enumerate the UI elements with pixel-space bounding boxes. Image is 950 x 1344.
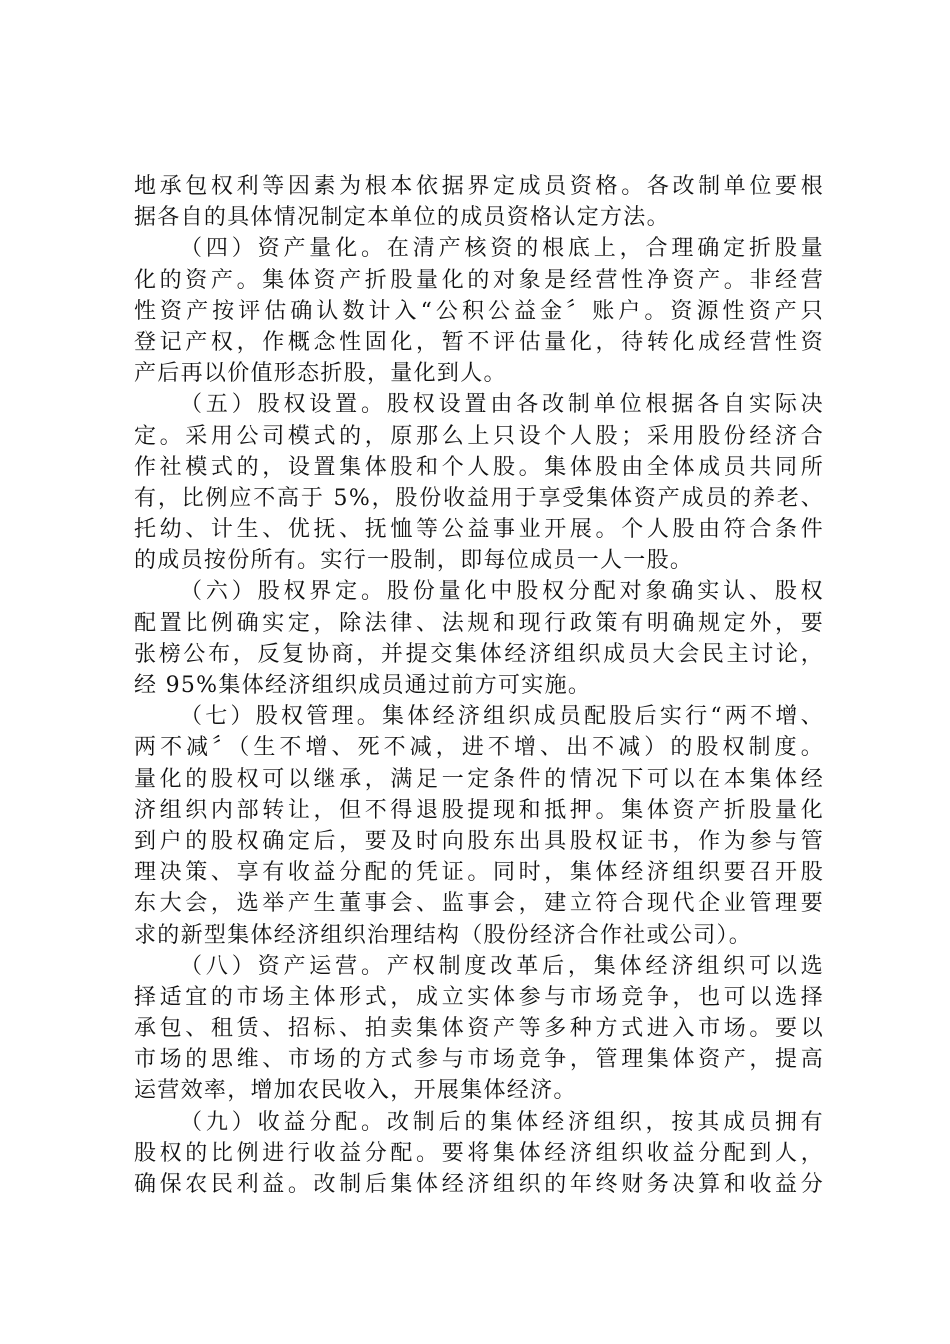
text-line: 化的资产。集体资产折股量化的对象是经营性净资产。非经营 (134, 267, 824, 293)
paragraph-equity-management (134, 701, 824, 951)
text-line: 确保农民利益。改制后集体经济组织的年终财务决算和收益分 (134, 1172, 824, 1197)
text-line: （七）股权管理。集体经济组织成员配股后实行“两不增、 (180, 704, 824, 730)
text-line: 经 95%集体经济组织成员通过前方可实施。 (134, 673, 592, 698)
text-line: 量化的股权可以继承，满足一定条件的情况下可以在本集体经 (134, 766, 824, 792)
text-line: 东大会，选举产生董事会、监事会，建立符合现代企业管理要 (134, 891, 824, 917)
text-line: 托幼、计生、优抚、抚恤等公益事业开展。个人股由符合条件 (134, 517, 824, 543)
text-line: （五）股权设置。股权设置由各改制单位根据各自实际决 (180, 392, 824, 418)
text-line: （九）收益分配。改制后的集体经济组织，按其成员拥有 (180, 1109, 824, 1135)
text-line: 求的新型集体经济组织治理结构（股份经济合作社或公司）。 (134, 922, 753, 948)
text-line: 张榜公布，反复协商，并提交集体经济组织成员大会民主讨论， (134, 641, 824, 667)
paragraph-continuation (134, 171, 824, 233)
paragraph-asset-quantification (134, 233, 824, 389)
paragraph-equity-definition (134, 576, 824, 701)
text-line: 两不减〞（生不增、死不减，进不增、出不减）的股权制度。 (134, 735, 824, 761)
text-line: 性资产按评估确认数计入“公积公益金〞账户。资源性资产只 (134, 298, 824, 324)
text-line: 运营效率，增加农民收入，开展集体经济。 (134, 1078, 577, 1104)
paragraph-equity-setup (134, 389, 824, 576)
text-line: 据各自的具体情况制定本单位的成员资格认定方法。 (134, 205, 670, 231)
text-line: 的成员按份所有。实行一股制，即每位成员一人一股。 (134, 548, 694, 574)
paragraph-income-distribution (134, 1107, 824, 1201)
text-line: 地承包权利等因素为根本依据界定成员资格。各改制单位要根 (134, 174, 824, 199)
text-line: 产后再以价值形态折股，量化到人。 (134, 361, 507, 387)
text-line: （六）股权界定。股份量化中股权分配对象确实认、股权 (180, 579, 824, 605)
text-line: 承包、租赁、招标、拍卖集体资产等多种方式进入市场。要以 (134, 1016, 824, 1042)
paragraph-asset-operation (134, 951, 824, 1107)
text-line: 济组织内部转让，但不得退股提现和抵押。集体资产折股量化 (134, 797, 824, 823)
text-line: 理决策、享有收益分配的凭证。同时，集体经济组织要召开股 (134, 860, 824, 886)
text-line: 有，比例应不高于 5%，股份收益用于享受集体资产成员的养老、 (134, 485, 824, 511)
text-line: 择适宜的市场主体形式，成立实体参与市场竞争，也可以选择 (134, 984, 824, 1010)
text-line: （八）资产运营。产权制度改革后，集体经济组织可以选 (180, 953, 824, 979)
text-line: 配置比例确实定，除法律、法规和现行政策有明确规定外，要 (134, 610, 824, 636)
text-line: 登记产权，作概念性固化，暂不评估量化，待转化成经营性资 (134, 329, 824, 355)
text-line: 作社模式的，设置集体股和个人股。集体股由全体成员共同所 (134, 454, 824, 480)
text-line: 定。采用公司模式的，原那么上只设个人股；采用股份经济合 (134, 423, 824, 449)
text-line: 市场的思维、市场的方式参与市场竞争，管理集体资产，提高 (134, 1047, 824, 1073)
document-body (134, 171, 824, 1200)
text-line: 股权的比例进行收益分配。要将集体经济组织收益分配到人， (134, 1140, 824, 1166)
text-line: （四）资产量化。在清产核资的根底上，合理确定折股量 (180, 236, 824, 262)
text-line: 到户的股权确定后，要及时向股东出具股权证书，作为参与管 (134, 828, 824, 854)
